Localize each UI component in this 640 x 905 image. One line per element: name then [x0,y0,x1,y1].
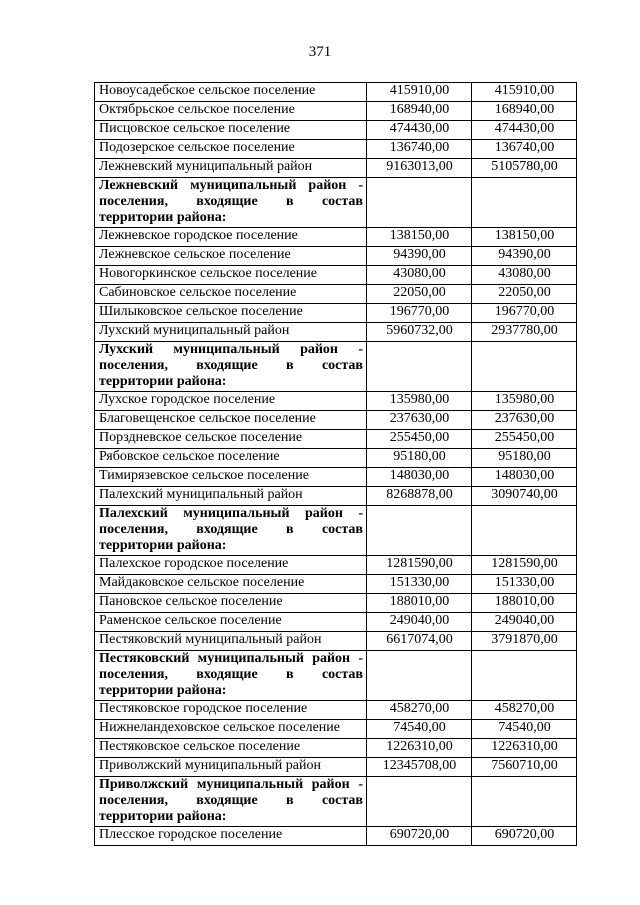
table-row [95,228,577,247]
amount-cell-1: 249040,00 [367,613,472,632]
amount-cell-2: 237630,00 [472,411,577,430]
section-header-cell: Пестяковский муниципальный район - поселения, входящие в состав территории района: [95,651,367,701]
amount-cell-1: 8268878,00 [367,487,472,506]
amount-cell-1: 474430,00 [367,121,472,140]
amount-cell-2: 168940,00 [472,102,577,121]
table-row [95,449,577,468]
territory-name-cell: Лежневское сельское поселение [95,247,367,266]
table-row [95,487,577,506]
amount-cell-1: 1226310,00 [367,739,472,758]
territory-name-cell: Тимирязевское сельское поселение [95,468,367,487]
amount-cell-1: 9163013,00 [367,159,472,178]
amount-cell-2: 415910,00 [472,83,577,102]
amount-cell-1: 458270,00 [367,701,472,720]
section-header-cell: Лухский муниципальный район - поселения, входящие в состав территории района: [95,342,367,392]
table-section-header-row [95,178,577,228]
amount-cell-1 [367,506,472,556]
amount-cell-1: 196770,00 [367,304,472,323]
amount-cell-2: 474430,00 [472,121,577,140]
amount-cell-1 [367,651,472,701]
amount-cell-1 [367,178,472,228]
table-row [95,411,577,430]
table-row [95,556,577,575]
table-row [95,285,577,304]
table-row [95,613,577,632]
territory-name-cell: Приволжский муниципальный район [95,758,367,777]
territory-name-cell: Новогоркинское сельское поселение [95,266,367,285]
territory-name-cell: Благовещенское сельское поселение [95,411,367,430]
table-row [95,392,577,411]
table-section-header-row [95,342,577,392]
territory-name-cell: Пестяковское городское поселение [95,701,367,720]
table-row [95,266,577,285]
territory-name-cell: Раменское сельское поселение [95,613,367,632]
amount-cell-1: 43080,00 [367,266,472,285]
table-row [95,701,577,720]
amount-cell-2: 249040,00 [472,613,577,632]
amount-cell-1: 136740,00 [367,140,472,159]
amount-cell-2: 1281590,00 [472,556,577,575]
amount-cell-2: 255450,00 [472,430,577,449]
amount-cell-2 [472,651,577,701]
amount-cell-1: 12345708,00 [367,758,472,777]
amount-cell-1: 690720,00 [367,827,472,846]
table-section-header-row [95,651,577,701]
amount-cell-2: 148030,00 [472,468,577,487]
amount-cell-2 [472,777,577,827]
amount-cell-1: 237630,00 [367,411,472,430]
amount-cell-1: 188010,00 [367,594,472,613]
amount-cell-1: 255450,00 [367,430,472,449]
territory-name-cell: Лухский муниципальный район [95,323,367,342]
amount-cell-2: 136740,00 [472,140,577,159]
table-row [95,739,577,758]
territory-name-cell: Нижнеландеховское сельское поселение [95,720,367,739]
amount-cell-1: 74540,00 [367,720,472,739]
section-header-cell: Палехский муниципальный район - поселения, входящие в состав территории района: [95,506,367,556]
table-row [95,468,577,487]
amount-cell-1: 135980,00 [367,392,472,411]
amount-cell-2: 74540,00 [472,720,577,739]
amount-cell-2: 5105780,00 [472,159,577,178]
territory-name-cell: Лухское городское поселение [95,392,367,411]
table-row [95,159,577,178]
budget-table [94,82,577,846]
territory-name-cell: Пестяковское сельское поселение [95,739,367,758]
territory-name-cell: Плесское городское поселение [95,827,367,846]
territory-name-cell: Октябрьское сельское поселение [95,102,367,121]
amount-cell-1: 151330,00 [367,575,472,594]
section-header-cell: Лежневский муниципальный район - поселения, входящие в состав территории района: [95,178,367,228]
amount-cell-2 [472,342,577,392]
territory-name-cell: Сабиновское сельское поселение [95,285,367,304]
table-row [95,102,577,121]
amount-cell-2: 43080,00 [472,266,577,285]
table-body [95,83,577,846]
amount-cell-2: 135980,00 [472,392,577,411]
amount-cell-1: 22050,00 [367,285,472,304]
amount-cell-1: 415910,00 [367,83,472,102]
amount-cell-2 [472,506,577,556]
amount-cell-1: 148030,00 [367,468,472,487]
table-row [95,575,577,594]
table-section-header-row [95,506,577,556]
territory-name-cell: Новоусадебское сельское поселение [95,83,367,102]
table-row [95,594,577,613]
amount-cell-2: 3090740,00 [472,487,577,506]
amount-cell-1: 6617074,00 [367,632,472,651]
amount-cell-2: 95180,00 [472,449,577,468]
territory-name-cell: Порздневское сельское поселение [95,430,367,449]
amount-cell-2 [472,178,577,228]
table-row [95,632,577,651]
territory-name-cell: Лежневское городское поселение [95,228,367,247]
amount-cell-2: 458270,00 [472,701,577,720]
table-row [95,304,577,323]
amount-cell-2: 196770,00 [472,304,577,323]
amount-cell-2: 138150,00 [472,228,577,247]
amount-cell-2: 690720,00 [472,827,577,846]
amount-cell-2: 151330,00 [472,575,577,594]
amount-cell-2: 188010,00 [472,594,577,613]
amount-cell-1: 1281590,00 [367,556,472,575]
amount-cell-1 [367,342,472,392]
table-row [95,827,577,846]
territory-name-cell: Подозерское сельское поселение [95,140,367,159]
territory-name-cell: Шилыковское сельское поселение [95,304,367,323]
amount-cell-1: 138150,00 [367,228,472,247]
page-number: 371 [308,44,332,60]
table-row [95,140,577,159]
table-row [95,323,577,342]
table-row [95,720,577,739]
territory-name-cell: Лежневский муниципальный район [95,159,367,178]
amount-cell-1 [367,777,472,827]
amount-cell-1: 95180,00 [367,449,472,468]
amount-cell-2: 94390,00 [472,247,577,266]
territory-name-cell: Пестяковский муниципальный район [95,632,367,651]
amount-cell-1: 5960732,00 [367,323,472,342]
territory-name-cell: Писцовское сельское поселение [95,121,367,140]
table-row [95,83,577,102]
amount-cell-2: 3791870,00 [472,632,577,651]
territory-name-cell: Рябовское сельское поселение [95,449,367,468]
amount-cell-1: 168940,00 [367,102,472,121]
amount-cell-1: 94390,00 [367,247,472,266]
table-row [95,430,577,449]
territory-name-cell: Палехский муниципальный район [95,487,367,506]
table-row [95,758,577,777]
table-row [95,121,577,140]
table-section-header-row [95,777,577,827]
territory-name-cell: Пановское сельское поселение [95,594,367,613]
territory-name-cell: Палехское городское поселение [95,556,367,575]
territory-name-cell: Майдаковское сельское поселение [95,575,367,594]
amount-cell-2: 7560710,00 [472,758,577,777]
amount-cell-2: 1226310,00 [472,739,577,758]
amount-cell-2: 22050,00 [472,285,577,304]
table-row [95,247,577,266]
section-header-cell: Приволжский муниципальный район - поселения, входящие в состав территории района: [95,777,367,827]
amount-cell-2: 2937780,00 [472,323,577,342]
